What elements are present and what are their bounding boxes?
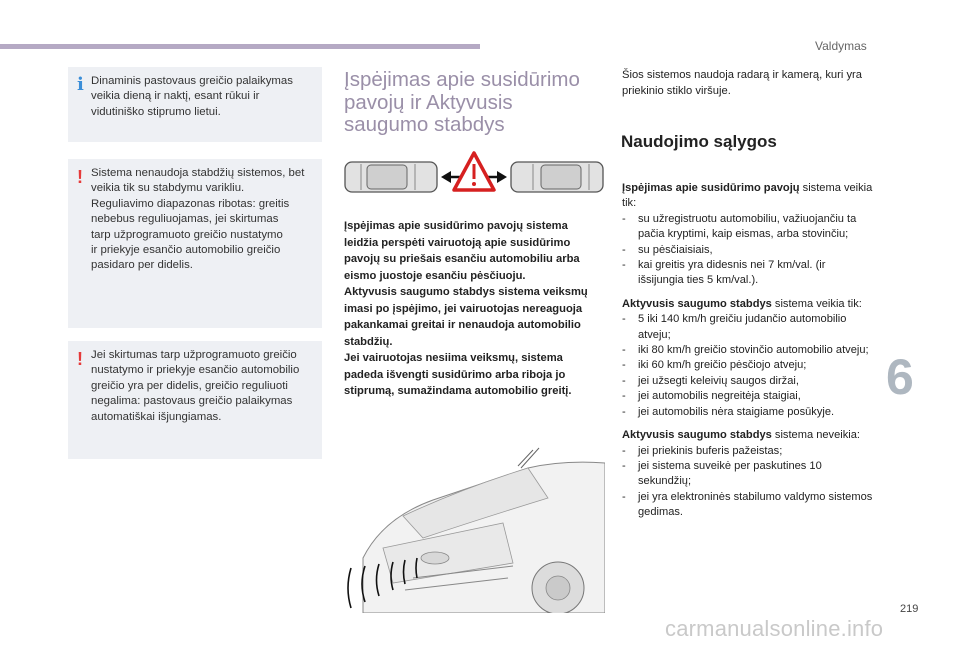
list-item: - su užregistruotu automobiliu, važiuojančiu ta pačia kryptimi, kaip eismas, arba stovinčiu; — [622, 212, 874, 243]
condition-lead: Aktyvusis saugumo stabdys — [622, 429, 772, 442]
page-number: 219 — [900, 603, 919, 615]
info-note — [68, 67, 322, 142]
list-item: - jei sistema suveikė per paskutines 10 sekundžių; — [622, 459, 874, 490]
warning-note-text: Jei skirtumas tarp užprogramuoto greičio nustatymo ir priekyje esančio automobilio greičio yra per didelis, greičio reguliuoti negalima: pastovaus greičio palaikymas automatiškai išjungiamas. — [91, 349, 300, 423]
vehicle-radar-illustration — [343, 438, 605, 613]
warning-triangle-icon — [454, 153, 494, 190]
vehicle-left-icon — [345, 162, 437, 192]
intro-paragraph: Aktyvusis saugumo stabdys sistema veiksmų imasi po įspėjimo, jei vairuotojas nereaguoja pakankamai greitai ir nenaudoja automobilio stabdžių. — [344, 286, 588, 348]
conditions-list — [622, 181, 874, 529]
info-note-text: Dinaminis pastovaus greičio palaikymas veikia dieną ir naktį, esant rūkui ir vidutiniško stiprumo lietui. — [91, 75, 293, 118]
warning-note — [68, 159, 322, 328]
condition-block — [622, 181, 874, 289]
warning-icon: ! — [77, 167, 83, 187]
warning-icon: ! — [77, 349, 83, 369]
condition-block — [622, 297, 874, 420]
list-item: - iki 80 km/h greičio stovinčio automobilio atveju; — [622, 343, 874, 358]
condition-text: sistema veikia tik: — [622, 182, 873, 210]
condition-lead: Aktyvusis saugumo stabdys — [622, 297, 772, 310]
chapter-number: 6 — [886, 349, 914, 405]
warning-note-text: Sistema nenaudoja stabdžių sistemos, bet veikia tik su stabdymu varikliu. Reguliavimo diapazonas ribotas: greitis nebebus reguliuojamas, jei skirtumas tarp užprogramuoto greičio nustatymo ir priekyje esančio automobilio greičio pasidaro per didelis. — [91, 167, 305, 272]
condition-block — [622, 428, 874, 520]
vehicle-right-icon — [511, 162, 603, 192]
info-icon: i — [77, 74, 84, 95]
intro-paragraph: Įspėjimas apie susidūrimo pavojų sistema leidžia perspėti vairuotoją apie susidūrimo pavojų su priešais esančiu automobiliu arba eismo juostoje esančiu pėsčiuoju. — [344, 220, 580, 282]
list-item: - jei automobilis negreitėja staigiai, — [622, 389, 874, 404]
page-title: Įspėjimas apie susidūrimo pavojų ir Aktyvusis saugumo stabdys — [344, 68, 580, 136]
condition-text: sistema neveikia: — [771, 429, 860, 442]
collision-warning-illustration — [343, 150, 605, 202]
camera-signal-icon — [518, 448, 539, 468]
intro-paragraph: Jei vairuotojas nesiima veiksmų, sistema padeda išvengti susidūrimo arba riboja jo stiprumą, sumažindama automobilio greitį. — [344, 352, 572, 397]
list-item: - jei yra elektroninės stabilumo valdymo sistemos gedimas. — [622, 490, 874, 521]
list-item: - iki 60 km/h greičio pėsčiojo atveju; — [622, 358, 874, 373]
list-item: - jei priekinis buferis pažeistas; — [622, 444, 874, 459]
section-name: Valdymas — [815, 39, 867, 53]
intro-text — [344, 218, 602, 400]
list-item: - su pėsčiaisiais, — [622, 243, 874, 258]
radar-camera-text: Šios sistemos naudoja radarą ir kamerą, kuri yra priekinio stiklo viršuje. — [622, 69, 863, 97]
condition-lead: Įspėjimas apie susidūrimo pavojų — [622, 182, 800, 194]
condition-text: sistema veikia tik: — [771, 297, 862, 310]
list-item: - jei užsegti keleivių saugos diržai, — [622, 374, 874, 389]
list-item: - kai greitis yra didesnis nei 7 km/val. (ir išsijungia ties 5 km/val.). — [622, 258, 874, 289]
header-accent-bar — [0, 44, 480, 49]
list-item: - jei automobilis nėra staigiame posūkyje. — [622, 405, 874, 420]
conditions-heading: Naudojimo sąlygos — [621, 132, 777, 151]
list-item: - 5 iki 140 km/h greičiu judančio automobilio atveju; — [622, 312, 874, 343]
watermark: carmanualsonline.info — [665, 616, 884, 641]
warning-note — [68, 341, 322, 459]
